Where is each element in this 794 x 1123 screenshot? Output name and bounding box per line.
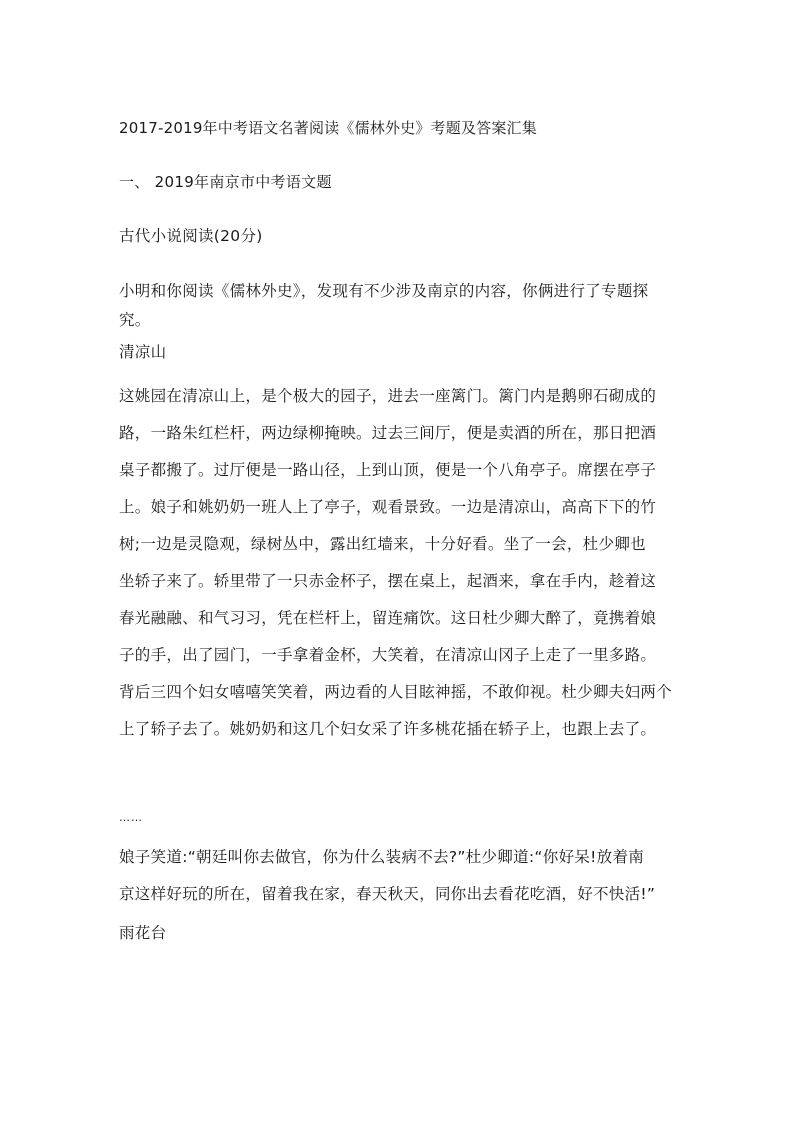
subsection-heading: 古代小说阅读(20分) xyxy=(119,227,263,245)
passage-line: 路，一路朱红栏杆，两边绿柳掩映。过去三间厅，便是卖酒的所在，那日把酒 xyxy=(119,424,657,442)
intro-line: 小明和你阅读《儒林外史》，发现有不少涉及南京的内容，你俩进行了专题探 xyxy=(119,282,649,300)
section-heading: 一、 2019年南京市中考语文题 xyxy=(119,173,332,191)
document-title: 2017-2019年中考语文名著阅读《儒林外史》考题及答案汇集 xyxy=(119,119,537,137)
dialogue-line: 娘子笑道:“朝廷叫你去做官，你为什么装病不去?”杜少卿道:“你好呆!放着南 xyxy=(119,848,645,866)
passage-line: 这姚园在清凉山上，是个极大的园子，进去一座篱门。篱门内是鹅卵石砌成的 xyxy=(119,387,657,405)
passage-line: 坐轿子来了。轿里带了一只赤金杯子，摆在桌上，起酒来，拿在手内，趁着这 xyxy=(119,572,657,590)
passage-line: 树;一边是灵隐观，绿树丛中，露出红墙来，十分好看。坐了一会，杜少卿也 xyxy=(119,535,646,553)
topic-label: 清凉山 xyxy=(119,343,167,361)
dialogue-line: 京这样好玩的所在，留着我在家，春天秋天，同你出去看花吃酒，好不快活!” xyxy=(119,885,656,903)
passage-line: 子的手，出了园门，一手拿着金杯，大笑着，在清凉山冈子上走了一里多路。 xyxy=(119,646,657,664)
passage-line: 上了轿子去了。姚奶奶和这几个妇女采了许多桃花插在轿子上，也跟上去了。 xyxy=(119,720,657,738)
ellipsis: …… xyxy=(119,811,143,824)
passage-line: 上。娘子和姚奶奶一班人上了亭子，观看景致。一边是清凉山，高高下下的竹 xyxy=(119,498,657,516)
topic-label: 雨花台 xyxy=(119,924,167,942)
passage-line: 背后三四个妇女嘻嘻笑笑着，两边看的人目眩神摇，不敢仰视。杜少卿夫妇两个 xyxy=(119,683,673,701)
intro-line: 究。 xyxy=(119,311,151,329)
passage-line: 桌子都搬了。过厅便是一路山径，上到山顶，便是一个八角亭子。席摆在亭子 xyxy=(119,461,657,479)
passage-line: 春光融融、和气习习，凭在栏杆上，留连痛饮。这日杜少卿大醉了，竟携着娘 xyxy=(119,609,657,627)
